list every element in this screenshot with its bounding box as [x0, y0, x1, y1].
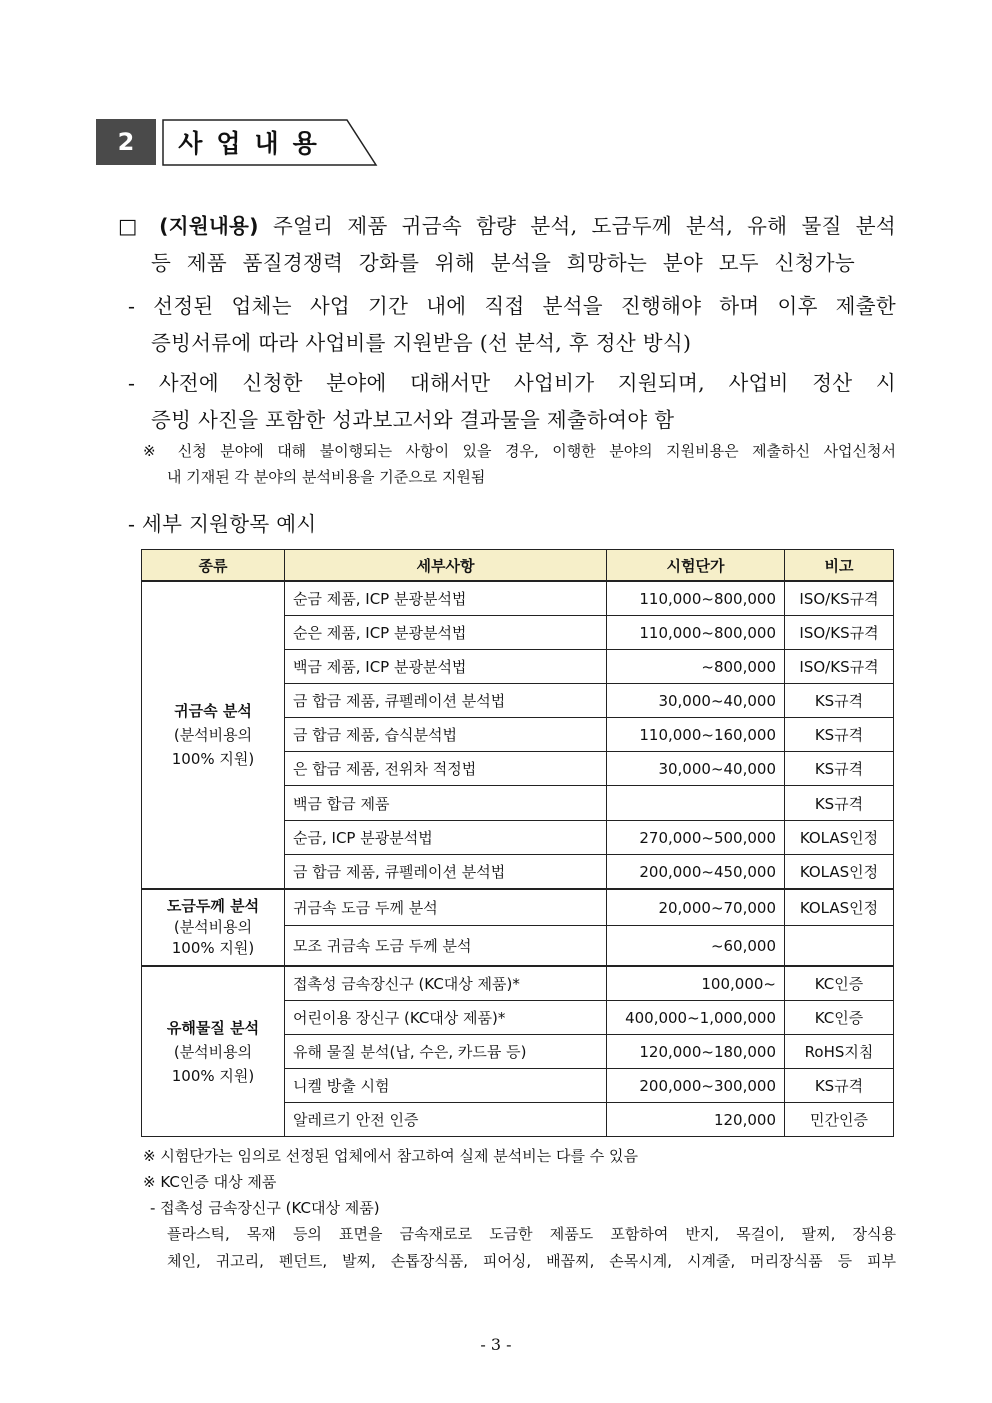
- detail-heading: - 세부 지원항목 예시: [128, 512, 317, 536]
- detail-cell: 금 합금 제품, 큐펠레이션 분석법: [285, 684, 607, 718]
- detail-cell: 어린이용 장신구 (KC대상 제품)*: [285, 1001, 607, 1035]
- category-sub: (분석비용의: [173, 918, 253, 936]
- remark-cell: KOLAS인정: [785, 889, 894, 926]
- note-1-line-2: 내 기재된 각 분야의 분석비용을 기준으로 지원됨: [167, 468, 486, 486]
- note-1-line-1: ※ 신청 분야에 대해 불이행되는 사항이 있을 경우, 이행한 분야의 지원비용은 제출하신 사업신청서: [143, 442, 896, 460]
- footnote-kc: ※ KC인증 대상 제품: [143, 1173, 277, 1191]
- remark-cell: RoHS지침: [785, 1035, 894, 1069]
- price-cell: 20,000~70,000: [607, 889, 785, 926]
- support-label: (지원내용): [159, 214, 259, 238]
- detail-cell: 순금 제품, ICP 분광분석법: [285, 581, 607, 616]
- table-header-row: [142, 550, 894, 582]
- category-sub: (분석비용의: [173, 1042, 253, 1061]
- remark-cell: KS규격: [785, 718, 894, 752]
- price-cell: 100,000~: [607, 966, 785, 1001]
- footnote-desc-1: 플라스틱, 목재 등의 표면을 금속재로로 도금한 제품도 포함하여 반지, 목걸이, 팔찌, 장식용: [167, 1225, 896, 1243]
- bullet-1-line-2: 증빙서류에 따라 사업비를 지원받음 (선 분석, 후 정산 방식): [151, 331, 692, 355]
- detail-cell: 니켈 방출 시험: [285, 1069, 607, 1103]
- remark-cell: KS규격: [785, 786, 894, 821]
- price-cell: 270,000~500,000: [607, 821, 785, 855]
- price-cell: ~60,000: [607, 926, 785, 967]
- support-line-1: [118, 209, 896, 239]
- price-cell: 200,000~300,000: [607, 1069, 785, 1103]
- price-cell: 200,000~450,000: [607, 855, 785, 890]
- detail-cell: 금 합금 제품, 습식분석법: [285, 718, 607, 752]
- price-cell: 110,000~800,000: [607, 581, 785, 616]
- remark-cell: ISO/KS규격: [785, 581, 894, 616]
- price-cell: [607, 786, 785, 821]
- support-items-table: [141, 549, 894, 1137]
- detail-cell: 백금 제품, ICP 분광분석법: [285, 650, 607, 684]
- price-cell: 400,000~1,000,000: [607, 1001, 785, 1035]
- remark-cell: KC인증: [785, 966, 894, 1001]
- remark-cell: KS규격: [785, 1069, 894, 1103]
- category-sub: 100% 지원): [171, 1066, 255, 1085]
- detail-cell: 은 합금 제품, 전위차 적정법: [285, 752, 607, 786]
- detail-cell: 백금 합금 제품: [285, 786, 607, 821]
- price-cell: 30,000~40,000: [607, 684, 785, 718]
- table-row: [142, 966, 894, 1001]
- support-text-1: 주얼리 제품 귀금속 함량 분석, 도금두께 분석, 유해 물질 분석: [272, 214, 896, 238]
- detail-cell: 금 합금 제품, 큐펠레이션 분석법: [285, 855, 607, 890]
- remark-cell: KOLAS인정: [785, 855, 894, 890]
- category-precious-metal: [142, 581, 285, 889]
- price-cell: 30,000~40,000: [607, 752, 785, 786]
- support-line-2: 등 제품 품질경쟁력 강화를 위해 분석을 희망하는 분야 모두 신청가능: [151, 251, 855, 275]
- section-title: 사업내용: [178, 129, 331, 158]
- remark-cell: [785, 926, 894, 967]
- remark-cell: KOLAS인정: [785, 821, 894, 855]
- price-cell: ~800,000: [607, 650, 785, 684]
- table-row: [142, 581, 894, 616]
- price-cell: 120,000: [607, 1103, 785, 1137]
- detail-cell: 귀금속 도금 두께 분석: [285, 889, 607, 926]
- category-sub: 100% 지원): [171, 750, 255, 768]
- remark-cell: KS규격: [785, 684, 894, 718]
- category-name: 귀금속 분석: [174, 702, 252, 720]
- category-hazardous-substance: [142, 966, 285, 1137]
- header-detail: 세부사항: [285, 550, 607, 582]
- detail-cell: 접촉성 금속장신구 (KC대상 제품)*: [285, 966, 607, 1001]
- footnote-desc-2: 체인, 귀고리, 펜던트, 발찌, 손톱장식품, 피어싱, 배꼽찌, 손목시계, 시계줄, 머리장식품 등 피부: [167, 1252, 896, 1270]
- remark-cell: 민간인증: [785, 1103, 894, 1137]
- bullet-1-line-1: - 선정된 업체는 사업 기간 내에 직접 분석을 진행해야 하며 이후 제출한: [128, 294, 896, 318]
- detail-cell: 모조 귀금속 도금 두께 분석: [285, 926, 607, 967]
- category-sub: (분석비용의: [173, 726, 253, 744]
- category-plating-thickness: [142, 889, 285, 966]
- category-name: 유해물질 분석: [166, 1018, 260, 1037]
- price-cell: 110,000~160,000: [607, 718, 785, 752]
- detail-cell: 알레르기 안전 인증: [285, 1103, 607, 1137]
- header-remark: 비고: [785, 550, 894, 582]
- remark-cell: KC인증: [785, 1001, 894, 1035]
- table-row: [142, 889, 894, 926]
- remark-cell: ISO/KS규격: [785, 650, 894, 684]
- bullet-2-line-2: 증빙 사진을 포함한 성과보고서와 결과물을 제출하여야 함: [151, 408, 675, 432]
- footnote-contact-jewelry: - 접촉성 금속장신구 (KC대상 제품): [150, 1199, 380, 1217]
- checkbox-square-icon: □: [118, 214, 145, 238]
- header-price: 시험단가: [607, 550, 785, 582]
- section-number: 2: [96, 119, 156, 165]
- footnote-price: ※ 시험단가는 임의로 선정된 업체에서 참고하여 실제 분석비는 다를 수 있음: [143, 1147, 638, 1165]
- remark-cell: ISO/KS규격: [785, 616, 894, 650]
- page-number: - 3 -: [480, 1335, 512, 1354]
- category-sub: 100% 지원): [171, 939, 255, 957]
- detail-cell: 순금, ICP 분광분석법: [285, 821, 607, 855]
- remark-cell: KS규격: [785, 752, 894, 786]
- bullet-2-line-1: - 사전에 신청한 분야에 대해서만 사업비가 지원되며, 사업비 정산 시: [128, 371, 896, 395]
- price-cell: 120,000~180,000: [607, 1035, 785, 1069]
- header-type: 종류: [142, 550, 285, 582]
- detail-cell: 유해 물질 분석(납, 수은, 카드뮴 등): [285, 1035, 607, 1069]
- price-cell: 110,000~800,000: [607, 616, 785, 650]
- detail-cell: 순은 제품, ICP 분광분석법: [285, 616, 607, 650]
- category-name: 도금두께 분석: [166, 897, 260, 915]
